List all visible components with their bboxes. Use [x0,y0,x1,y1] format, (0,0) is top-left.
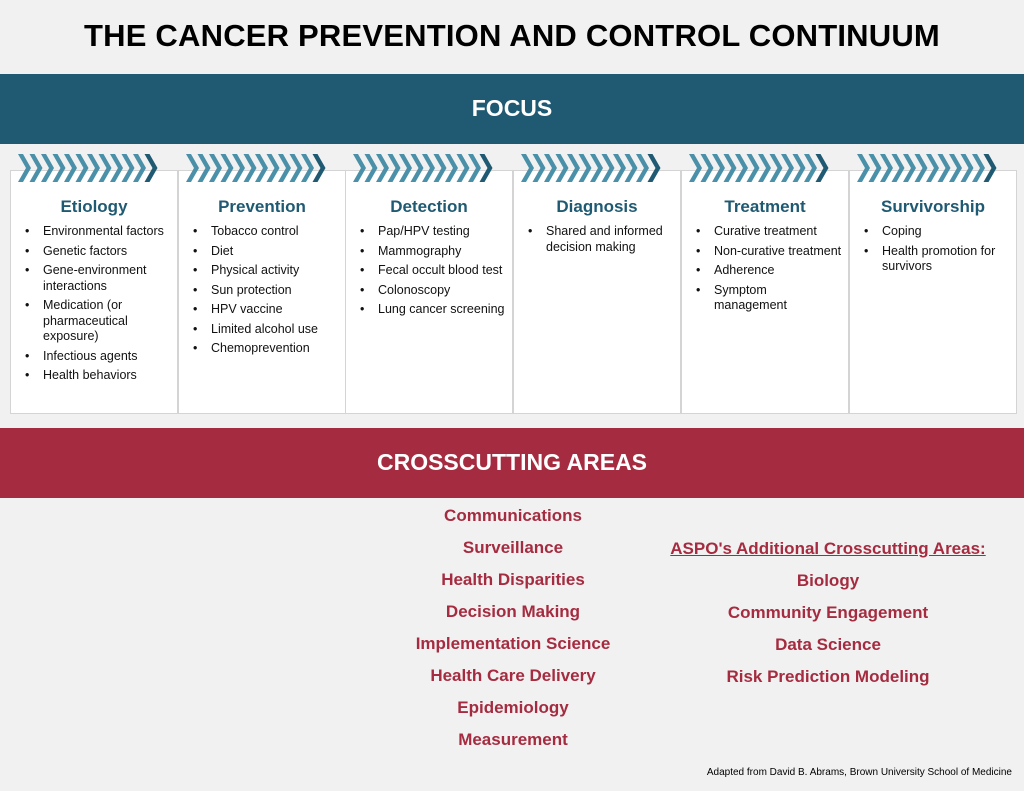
chevron-icon [915,154,928,182]
list-item [696,244,842,260]
chevron-icon [938,154,951,182]
list-item-text: Tobacco control [211,224,299,238]
list-item-text: Shared and informed decision making [546,224,663,254]
chevron-icon [770,154,783,182]
list-item-text: Sun protection [211,282,292,297]
list-item-text: Fecal occult blood test [378,263,503,277]
chevron-icon [445,154,458,182]
crosscutting-item: Communications [444,506,582,525]
column-item-list [25,224,171,388]
chevron-icon [411,154,424,182]
chevron-icon [926,154,939,182]
chevron-icon [590,154,603,182]
list-item-text: Coping [882,224,922,238]
chevron-icon [521,154,534,182]
focus-banner: FOCUS [0,74,1024,144]
chevron-icon [793,154,806,182]
list-item [360,283,506,299]
column-item-list [360,224,506,322]
chevron-icon [18,154,31,182]
crosscutting-banner: CROSSCUTTING AREAS [0,428,1024,498]
bullet-icon: • [25,224,30,238]
bullet-icon: • [193,321,198,336]
bullet-icon: • [25,348,30,363]
chevron-arrows-icon [689,152,839,184]
column-heading: Detection [390,197,468,216]
chevron-icon [64,154,77,182]
list-item [25,368,171,384]
chevron-icon [781,154,794,182]
bullet-icon: • [25,243,30,258]
column-survivorship [849,170,1017,414]
chevron-icon [758,154,771,182]
aspo-crosscutting-list [640,540,1016,700]
list-item-text: Physical activity [211,263,300,277]
column-prevention [178,170,346,414]
chevron-icon [903,154,916,182]
chevron-arrows-icon [521,152,671,184]
aspo-heading: ASPO's Additional Crosscutting Areas: [670,539,986,558]
crosscutting-item: Epidemiology [457,698,569,717]
list-item-text: Symptom management [714,282,787,312]
chevron-icon [145,154,158,182]
bullet-icon: • [696,282,701,297]
bullet-icon: • [864,243,869,258]
list-item-text: Limited alcohol use [211,321,319,336]
list-item-text: Chemoprevention [211,341,310,355]
chevron-icon [984,154,997,182]
chevron-icon [949,154,962,182]
chevron-icon [747,154,760,182]
chevron-icon [267,154,280,182]
credit-note: Adapted from David B. Abrams, Brown University School of Medicine [706,767,1012,778]
list-item [193,341,339,357]
bullet-icon: • [193,263,198,277]
bullet-icon: • [864,224,869,238]
chevron-icon [399,154,412,182]
chevron-icon [221,154,234,182]
chevron-icon [122,154,135,182]
bullet-icon: • [360,302,365,316]
list-item-text: Gene-environment interactions [43,263,147,293]
chevron-icon [422,154,435,182]
aspo-crosscutting-item: Community Engagement [727,603,929,622]
chevron-icon [857,154,870,182]
chevron-arrows-icon [857,152,1007,184]
chevron-icon [602,154,615,182]
list-item [25,349,171,365]
list-item [193,302,339,318]
bullet-icon: • [193,243,198,258]
chevron-icon [556,154,569,182]
list-item-text: HPV vaccine [211,302,283,316]
list-item-text: Health promotion for survivors [882,243,996,273]
chevron-icon [724,154,737,182]
list-item-text: Health behaviors [43,368,137,382]
bullet-icon: • [193,282,198,297]
bullet-icon: • [25,298,30,312]
bullet-icon: • [696,263,701,277]
chevron-icon [613,154,626,182]
column-etiology [10,170,178,414]
bullet-icon: • [528,224,533,238]
list-item [696,263,842,279]
chevron-icon [186,154,199,182]
chevron-icon [468,154,481,182]
chevron-icon [301,154,314,182]
chevron-icon [376,154,389,182]
chevron-arrows-icon [186,152,336,184]
bullet-icon: • [696,243,701,258]
chevron-icon [544,154,557,182]
chevron-icon [457,154,470,182]
chevron-icon [625,154,638,182]
chevron-icon [972,154,985,182]
aspo-crosscutting-item: Biology [796,571,860,590]
chevron-icon [313,154,326,182]
column-detection [345,170,513,414]
list-item-text: Non-curative treatment [714,243,842,258]
list-item [360,263,506,279]
chevron-icon [712,154,725,182]
chevron-icon [567,154,580,182]
crosscutting-item: Health Disparities [441,570,585,589]
continuum-columns [10,152,1016,414]
list-item [696,224,842,240]
chevron-arrows-icon [353,152,503,184]
chevron-icon [290,154,303,182]
chevron-icon [701,154,714,182]
list-item-text: Infectious agents [43,348,138,363]
list-item-text: Diet [211,243,234,258]
bullet-icon: • [360,243,365,258]
column-diagnosis [513,170,681,414]
chevron-icon [961,154,974,182]
column-item-list [528,224,674,259]
list-item [360,224,506,240]
aspo-crosscutting-item: Data Science [775,635,881,654]
list-item [25,263,171,294]
chevron-icon [99,154,112,182]
chevron-icon [804,154,817,182]
bullet-icon: • [193,341,198,355]
chevron-arrows-icon [18,152,168,184]
chevron-icon [53,154,66,182]
list-item [193,283,339,299]
column-heading: Etiology [60,197,128,216]
chevron-icon [76,154,89,182]
list-item-text: Medication (or pharmaceutical exposure) [43,298,128,343]
bullet-icon: • [25,263,30,277]
list-item [360,244,506,260]
chevron-icon [434,154,447,182]
list-item-text: Colonoscopy [378,282,451,297]
chevron-icon [735,154,748,182]
chevron-icon [388,154,401,182]
crosscutting-item: Surveillance [462,538,564,557]
aspo-crosscutting-item: Risk Prediction Modeling [726,667,930,686]
column-heading: Survivorship [881,197,985,216]
column-heading: Treatment [724,197,806,216]
list-item-text: Environmental factors [43,224,164,238]
list-item-text: Adherence [714,263,775,277]
crosscutting-item: Decision Making [445,602,581,621]
list-item [528,224,674,255]
list-item [193,263,339,279]
chevron-icon [648,154,661,182]
list-item [25,244,171,260]
column-item-list [864,224,1010,279]
list-item [193,244,339,260]
bullet-icon: • [360,263,365,277]
list-item [193,224,339,240]
crosscutting-item: Health Care Delivery [430,666,596,685]
chevron-icon [579,154,592,182]
chevron-icon [255,154,268,182]
page-title: THE CANCER PREVENTION AND CONTROL CONTINUUM [84,18,940,53]
column-item-list [193,224,339,361]
column-heading: Prevention [218,197,306,216]
list-item [25,298,171,345]
chevron-icon [209,154,222,182]
list-item [864,244,1010,275]
column-item-list [696,224,842,318]
chevron-icon [365,154,378,182]
chevron-icon [880,154,893,182]
crosscutting-item: Implementation Science [415,634,611,653]
crosscutting-item: Measurement [458,730,568,749]
bullet-icon: • [360,224,365,238]
chevron-icon [533,154,546,182]
chevron-icon [87,154,100,182]
bullet-icon: • [193,302,198,316]
chevron-icon [30,154,43,182]
bullet-icon: • [25,368,30,382]
list-item-text: Genetic factors [43,243,128,258]
list-item [25,224,171,240]
chevron-icon [41,154,54,182]
list-item-text: Mammography [378,243,462,258]
chevron-icon [892,154,905,182]
chevron-icon [133,154,146,182]
bullet-icon: • [193,224,198,238]
chevron-icon [636,154,649,182]
bullet-icon: • [360,282,365,297]
list-item-text: Curative treatment [714,224,817,238]
chevron-icon [110,154,123,182]
list-item-text: Lung cancer screening [378,302,505,316]
list-item [193,322,339,338]
list-item [696,283,842,314]
list-item [864,224,1010,240]
chevron-icon [816,154,829,182]
chevron-icon [689,154,702,182]
chevron-icon [480,154,493,182]
chevron-icon [353,154,366,182]
column-heading: Diagnosis [556,197,638,216]
chevron-icon [278,154,291,182]
chevron-icon [869,154,882,182]
column-treatment [681,170,849,414]
crosscutting-list [388,507,638,763]
list-item [360,302,506,318]
bullet-icon: • [696,224,701,238]
chevron-icon [232,154,245,182]
list-item-text: Pap/HPV testing [378,224,470,238]
chevron-icon [244,154,257,182]
chevron-icon [198,154,211,182]
